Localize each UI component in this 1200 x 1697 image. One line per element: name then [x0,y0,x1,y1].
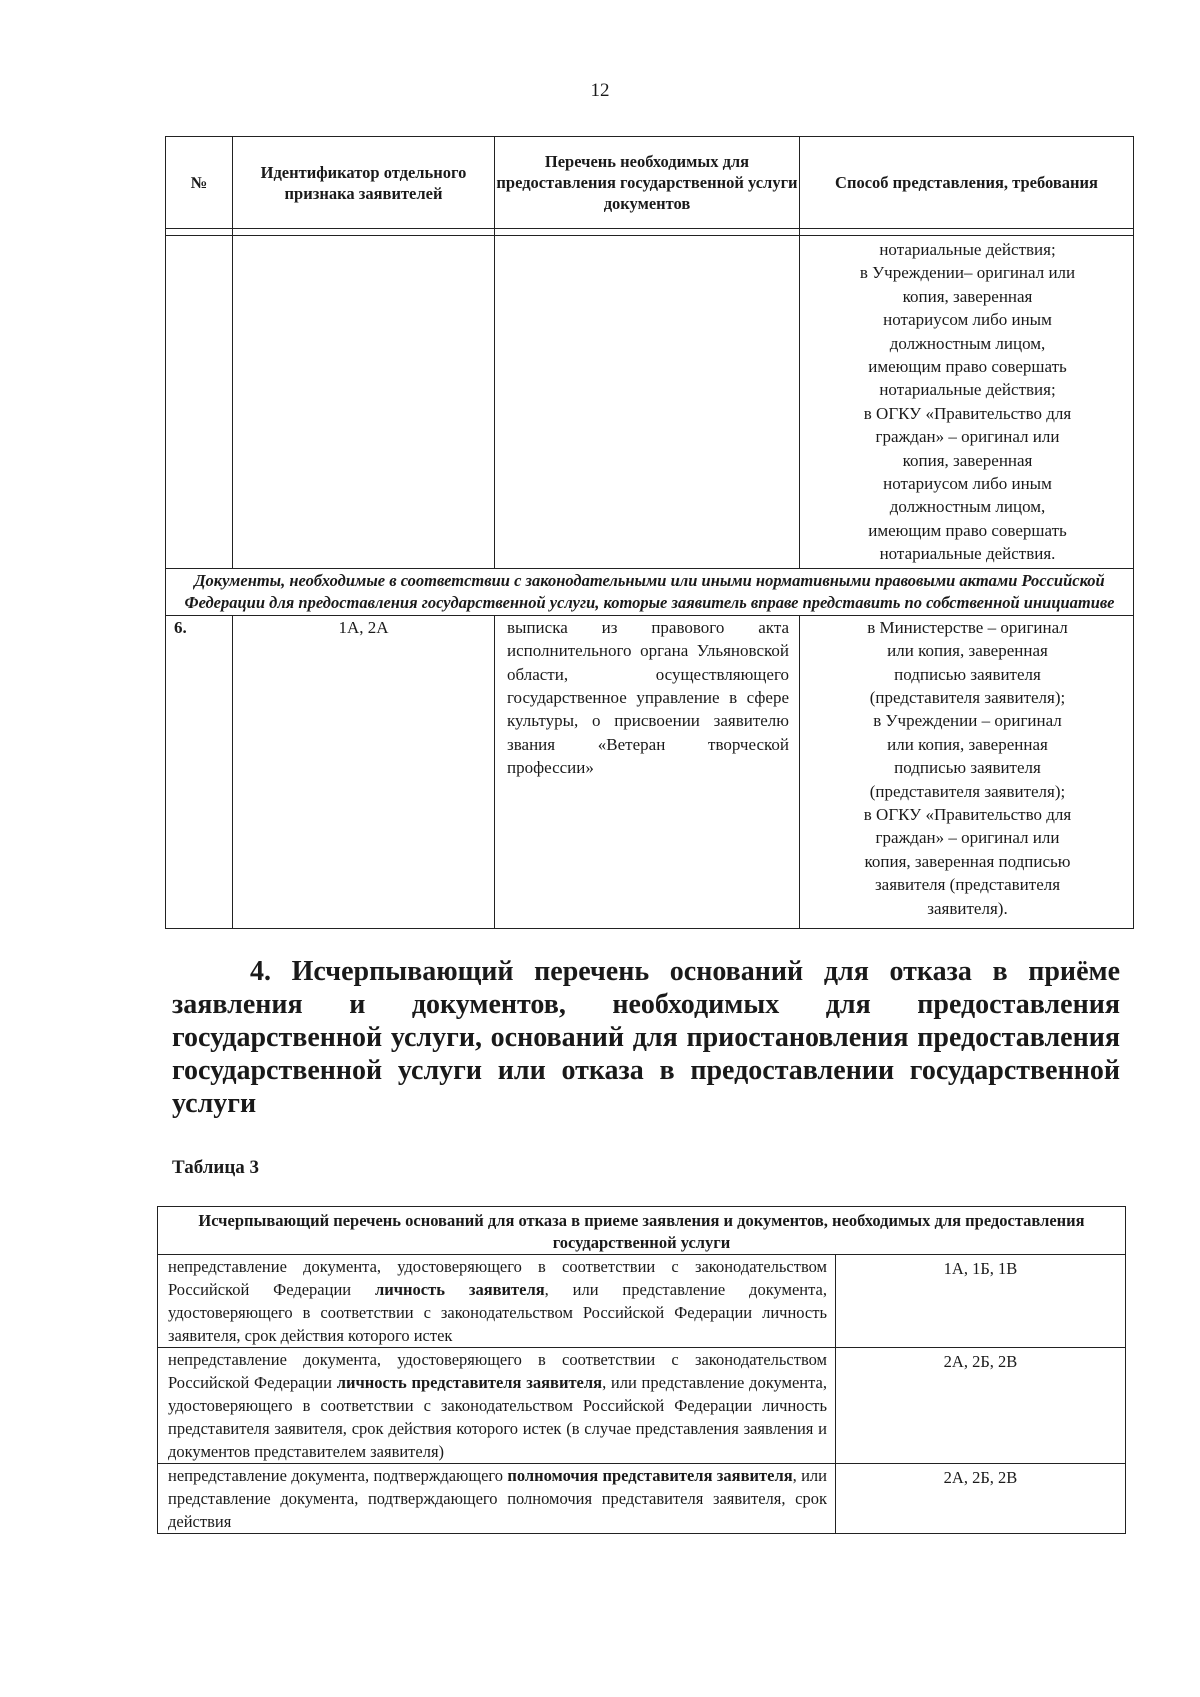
applicant-codes: 1А, 1Б, 1В [836,1255,1126,1348]
method-line: в Министерстве – оригинал [867,617,1068,637]
applicant-codes: 2А, 2Б, 2В [836,1464,1126,1534]
method-line: имеющим право совершать [868,357,1067,377]
reason-emphasis: личность заявителя [374,1280,545,1299]
method-line: в ОГКУ «Правительство для [863,804,1072,824]
reason-cell [158,1255,836,1348]
method-line: нотариусом либо иным [883,310,1052,330]
row-identifier: 1А, 2А [233,615,495,928]
reason-cell [158,1348,836,1464]
documents-table [165,136,1134,929]
method-line: (представителя заявителя); [869,781,1066,801]
method-line: имеющим право совершать [868,520,1067,540]
section-title: Документы, необходимые в соответствии с законодательными или иными нормативными правовыми актами Российской Федерации для предоставления государственной услуги, которые заявитель вправе представить по собственной инициативе [166,568,1134,615]
method-line: граждан» – оригинал или [875,828,1060,848]
reason-emphasis: личность представителя заявителя [336,1373,603,1392]
reason-text: непредставление документа, удостоверяющего в соответствии с законодательством Российской Федерации [168,1350,827,1392]
applicant-codes: 2А, 2Б, 2В [836,1348,1126,1464]
method-line: подписью заявителя [894,758,1041,778]
method-line: или копия, заверенная [887,641,1048,661]
table-row [158,1464,1126,1534]
method-line: заявителя (представителя [874,875,1061,895]
method-line: в Учреждении– оригинал или [859,263,1076,283]
method-cell-continued [800,236,1134,569]
table-row-continued [166,236,1134,569]
method-line: копия, заверенная подписью [864,851,1071,871]
method-line: (представителя заявителя); [869,687,1066,707]
method-line: в ОГКУ «Правительство для [863,403,1072,423]
column-header-documents: Перечень необходимых для предоставления государственной услуги документов [495,137,800,229]
method-line: должностным лицом, [889,497,1046,517]
reason-text: , или представление документа, подтверждающего полномочия представителя заявителя, срок действия [168,1466,827,1531]
method-line: или копия, заверенная [887,734,1048,754]
method-line: подписью заявителя [894,664,1041,684]
page-number: 12 [590,80,610,101]
column-header-number: № [166,137,233,229]
header-spacer-row [166,229,1134,236]
refusal-grounds-table [157,1206,1126,1534]
table-row [158,1255,1126,1348]
method-line: должностным лицом, [889,333,1046,353]
table-header-row [166,137,1134,229]
row-method [800,615,1134,928]
method-line: копия, заверенная [902,286,1033,306]
method-line: нотариальные действия; [879,240,1056,259]
reason-cell [158,1464,836,1534]
reason-text: непредставление документа, удостоверяющего в соответствии с законодательством Российской Федерации [168,1257,827,1299]
method-line: заявителя). [927,898,1008,918]
section-heading: 4. Исчерпывающий перечень оснований для отказа в приёме заявления и документов, необходимых для предоставления государственной услуги, оснований для приостановления предоставления государственной услуги или отказа в предоставлении государственной услуги [172,956,1120,1119]
row-number: 6. [166,615,233,928]
table-header-row [158,1207,1126,1255]
table-row-6 [166,615,1134,928]
table-header: Исчерпывающий перечень оснований для отказа в приеме заявления и документов, необходимых для предоставления государственной услуги [158,1207,1126,1255]
reason-text: , или представление документа, удостоверяющего в соответствии с законодательством Российской Федерации личность представителя заявителя, срок действия которого истек (в случае представления заявления и документов представителем заявителя) [168,1373,827,1461]
section-row [166,568,1134,615]
reason-text: непредставление документа, подтверждающего [168,1466,508,1485]
method-line: в Учреждении – оригинал [873,711,1062,731]
column-header-method: Способ представления, требования [800,137,1134,229]
reason-text: , или представление документа, удостоверяющего в соответствии с законодательством Российской Федерации личность заявителя, срок действия которого истек [168,1280,827,1345]
method-line: граждан» – оригинал или [875,427,1060,447]
table-caption: Таблица 3 [172,1157,260,1178]
method-line: нотариусом либо иным [883,474,1052,494]
table-row [158,1348,1126,1464]
reason-emphasis: полномочия представителя заявителя [507,1466,793,1485]
method-line: нотариальные действия. [879,544,1056,564]
method-line: копия, заверенная [902,450,1033,470]
row-document: выписка из правового акта исполнительного органа Ульяновской области, осуществляющего государственное управление в сфере культуры, о присвоении заявителю звания «Ветеран творческой профессии» [495,615,800,928]
method-line: нотариальные действия; [879,380,1056,400]
column-header-identifier: Идентификатор отдельного признака заявителей [233,137,495,229]
